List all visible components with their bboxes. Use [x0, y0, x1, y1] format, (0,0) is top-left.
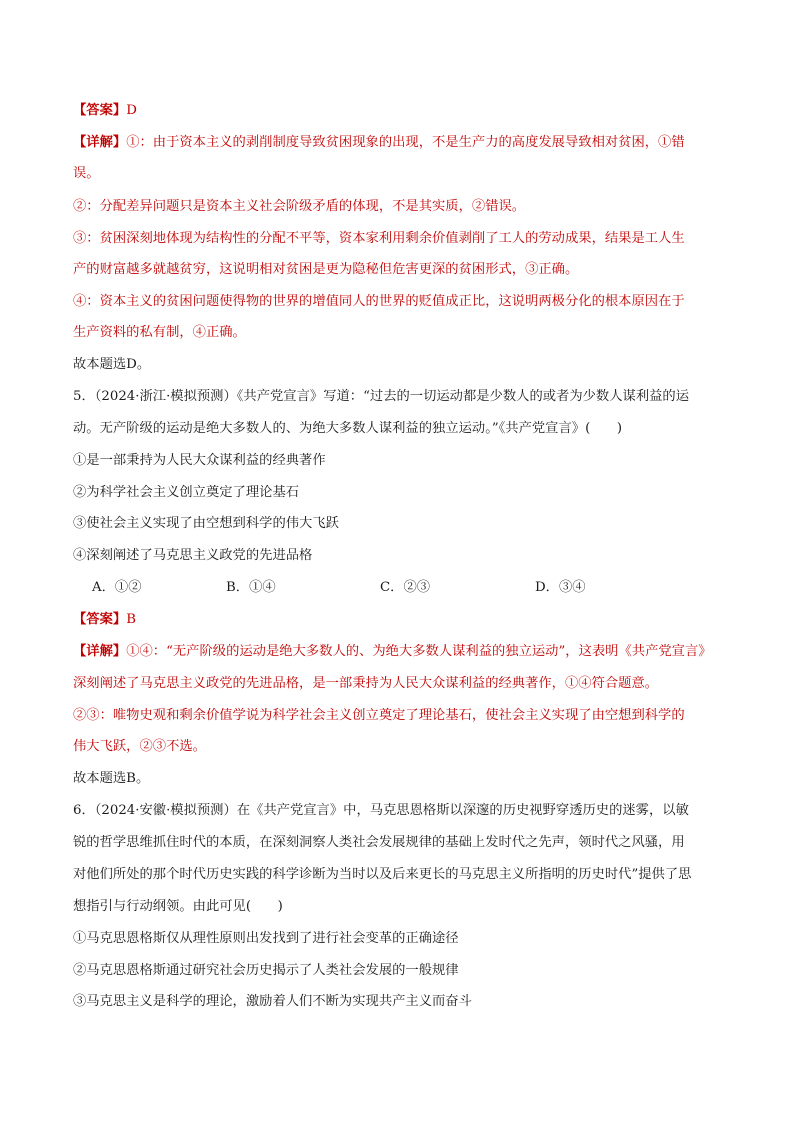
- q5-detail-line-1: 【详解】①④：“无产阶级的运动是绝大多数人的、为绝大多数人谋利益的独立运动”，这表明《共产党宣言》: [73, 644, 712, 659]
- q5-item-2: ②为科学社会主义创立奠定了理论基石: [73, 485, 300, 500]
- detail-line-5: 产的财富越多就越贫穷，这说明相对贫困是更为隐秘但危害更深的贫困形式，③正确。: [73, 262, 579, 277]
- q6-item-3: ③马克思主义是科学的理论，激励着人们不断为实现共产主义而奋斗: [73, 994, 472, 1009]
- detail-line-7: 生产资料的私有制，④正确。: [73, 325, 246, 340]
- q5-detail-tag: 【详解】: [73, 644, 127, 659]
- q5-answer-tag: 【答案】: [73, 612, 127, 627]
- answer-tag: 【答案】: [73, 103, 127, 118]
- q5-detail-line-4: 伟大飞跃，②③不选。: [73, 739, 206, 754]
- q5-detail-line-2: 深刻阐述了马克思主义政党的先进品格，是一部秉持为人民大众谋利益的经典著作，①④符合题意。: [73, 676, 659, 691]
- detail-tag: 【详解】: [73, 135, 127, 150]
- q6-item-2: ②马克思恩格斯通过研究社会历史揭示了人类社会发展的一般规律: [73, 963, 459, 978]
- detail-line-1: 【详解】①：由于资本主义的剥削制度导致贫困现象的出现，不是生产力的高度发展导致相对贫困，①错: [73, 135, 685, 150]
- conclusion-1: 故本题选D。: [73, 357, 151, 372]
- q5-stem-line-2: 动。无产阶级的运动是绝大多数人的、为绝大多数人谋利益的独立运动。”《共产党宣言》( ): [73, 421, 623, 436]
- q6-stem-line-3: 对他们所处的那个时代历史实践的科学诊断为当时以及后来更长的马克思主义所指明的历史时代”提供了思: [73, 867, 692, 882]
- q5-item-3: ③使社会主义实现了由空想到科学的伟大飞跃: [73, 516, 339, 531]
- detail-line-6: ④：资本主义的贫困问题使得物的世界的增值同人的世界的贬值成正比，这说明两极分化的根本原因在于: [73, 294, 685, 309]
- q5-option-a: A．①②: [92, 580, 142, 595]
- q5-detail-line-3: ②③：唯物史观和剩余价值学说为科学社会主义创立奠定了理论基石，使社会主义实现了由空想到科学的: [73, 708, 685, 723]
- answer-line-1: [73, 102, 137, 120]
- detail-line-3: ②：分配差异问题只是资本主义社会阶级矛盾的体现，不是其实质，②错误。: [73, 199, 526, 214]
- q6-stem-line-2: 锐的哲学思维抓住时代的本质，在深刻洞察人类社会发展规律的基础上发时代之先声，领时代之风骚，用: [73, 835, 685, 850]
- detail-line-2: 误。: [73, 166, 100, 181]
- q6-item-1: ①马克思恩格斯仅从理性原则出发找到了进行社会变革的正确途径: [73, 931, 459, 946]
- q5-option-d: D．③④: [535, 580, 586, 595]
- q5-option-b: B．①④: [226, 580, 276, 595]
- conclusion-2: 故本题选B。: [73, 771, 150, 786]
- q5-stem-line-1: 5．（2024·浙江·模拟预测）《共产党宣言》写道：“过去的一切运动都是少数人的或者为少数人谋利益的运: [73, 389, 690, 404]
- q5-answer-line: [73, 611, 136, 629]
- q5-item-4: ④深刻阐述了马克思主义政党的先进品格: [73, 548, 313, 563]
- q5-item-1: ①是一部秉持为人民大众谋利益的经典著作: [73, 453, 326, 468]
- answer-value: D: [126, 103, 137, 118]
- q5-option-c: C．②③: [380, 580, 431, 595]
- q5-answer-value: B: [126, 612, 136, 627]
- q6-stem-line-4: 想指引与行动纲领。由此可见( ): [73, 899, 283, 914]
- q6-stem-line-1: 6．（2024·安徽·模拟预测）在《共产党宣言》中，马克思恩格斯以深邃的历史视野穿透历史的迷雾，以敏: [73, 803, 689, 818]
- detail-line-4: ③：贫困深刻地体现为结构性的分配不平等，资本家利用剩余价值剥削了工人的劳动成果，结果是工人生: [73, 231, 685, 246]
